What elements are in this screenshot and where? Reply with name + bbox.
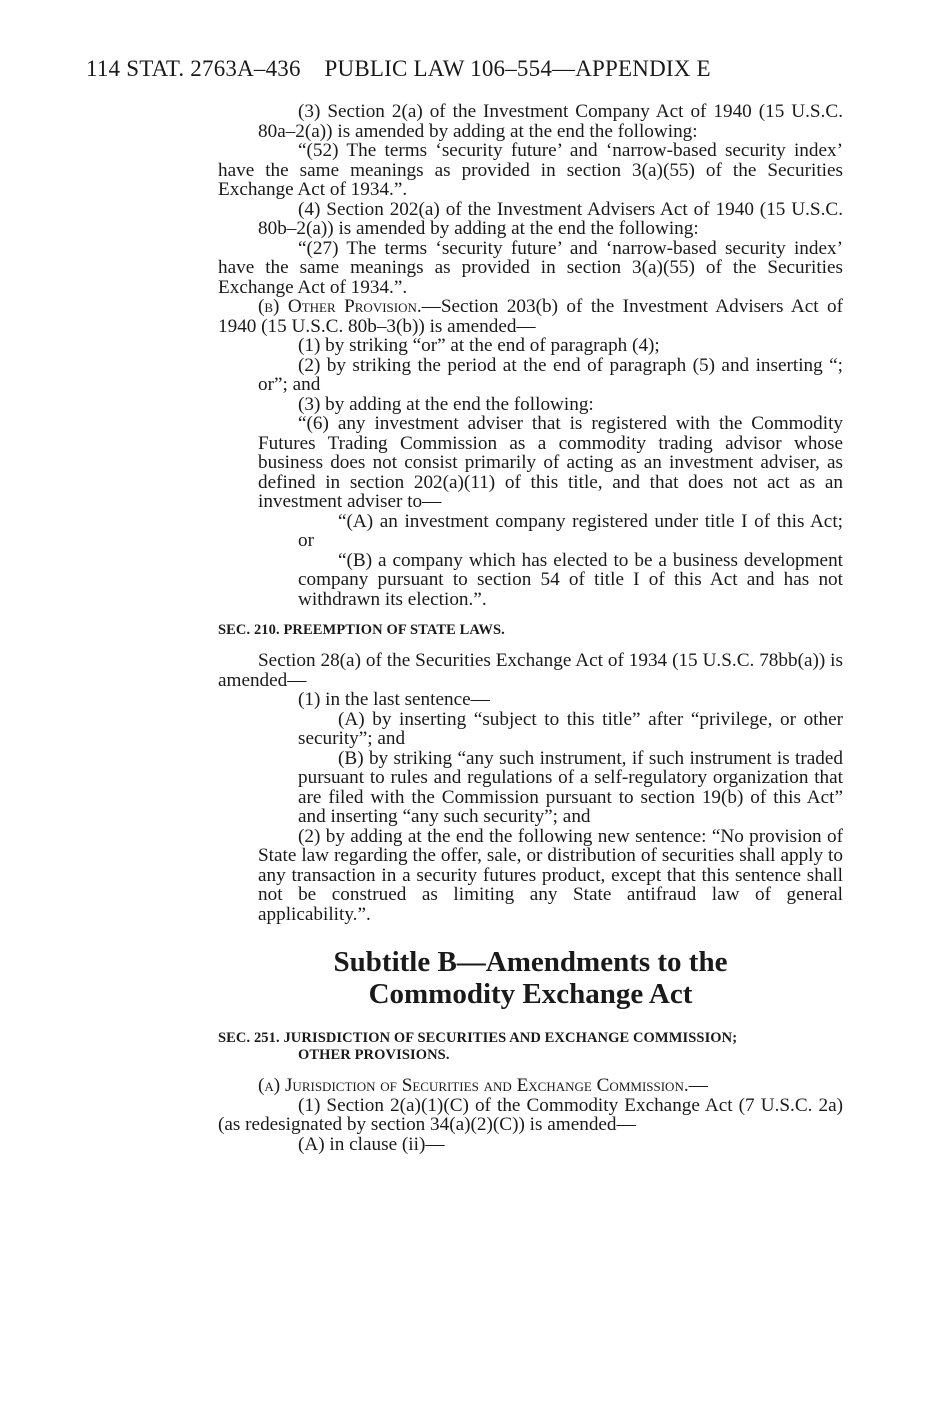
subsection-b-text: —Section 203(b) of the Investment Advisers Act of 1940 (15 U.S.C. 80b–3(b)) is amended— xyxy=(218,296,843,337)
section-251-subsection-a-label: (a) Jurisdiction of Securities and Exchange Commission. xyxy=(258,1075,689,1096)
subsection-b-clause-b: “(B) a company which has elected to be a business development company pursuant to section 54 of title I of this Act and has not withdrawn its election.”. xyxy=(298,549,843,610)
subsection-b xyxy=(218,297,843,336)
subtitle-heading xyxy=(218,946,843,1010)
section-251-paragraph-1: (1) Section 2(a)(1)(C) of the Commodity Exchange Act (7 U.S.C. 2a) (as redesignated by section 34(a)(2)(C)) is amended— xyxy=(218,1094,843,1135)
section-251-subsection-a xyxy=(218,1076,843,1096)
subsection-b-clause-a: “(A) an investment company registered under title I of this Act; or xyxy=(298,510,843,551)
section-210-clause-b: (B) by striking “any such instrument, if such instrument is traded pursuant to rules and regulations of a self-regulatory organization that are filed with the Commission pursuant to section 19(b) of this Act” and inserting “any such security”; and xyxy=(298,747,843,827)
subsection-b-item-1: (1) by striking “or” at the end of paragraph (4); xyxy=(298,335,660,356)
section-251-subsection-a-dash: — xyxy=(688,1075,708,1096)
section-210-heading: SEC. 210. PREEMPTION OF STATE LAWS. xyxy=(218,622,505,638)
section-210-intro: Section 28(a) of the Securities Exchange Act of 1934 (15 U.S.C. 78bb(a)) is amended— xyxy=(218,650,843,691)
page-body xyxy=(218,102,843,1154)
page-header xyxy=(86,56,711,82)
section-251-heading-line-2: OTHER PROVISIONS. xyxy=(298,1047,450,1063)
section-210-clause-a: (A) by inserting “subject to this title” after “privilege, or other security”; and xyxy=(298,708,843,749)
subsection-b-label: (b) Other Provision. xyxy=(258,296,422,317)
section-251-clause-a: (A) in clause (ii)— xyxy=(298,1133,445,1155)
section-210-item-2: (2) by adding at the end the following new sentence: “No provision of State law regarding the offer, sale, or distribution of securities shall apply to any transaction in a security futures product, except that this sentence shall not be construed as limiting any State antifraud law of general applicability.”. xyxy=(258,825,843,925)
subtitle-line-1: Subtitle B—Amendments to the xyxy=(333,946,728,978)
subtitle-line-2: Commodity Exchange Act xyxy=(368,978,693,1010)
paragraph-4-quote: “(27) The terms ‘security future’ and ‘narrow-based security index’ have the same meanings as provided in section 3(a)(55) of the Securities Exchange Act of 1934.”. xyxy=(218,237,843,298)
paragraph-3: (3) Section 2(a) of the Investment Company Act of 1940 (15 U.S.C. 80a–2(a)) is amended by adding at the end the following: xyxy=(258,101,843,142)
stat-citation: 114 STAT. 2763A–436 xyxy=(86,56,301,81)
section-251-heading xyxy=(218,1030,843,1064)
subsection-b-paragraph-6: “(6) any investment adviser that is registered with the Commodity Futures Trading Commission as a commodity trading advisor whose business does not consist primarily of acting as an investment adviser, as defined in section 202(a)(11) of this title, and that does not act as an investment adviser to— xyxy=(258,413,843,512)
section-251-heading-line-1: SEC. 251. JURISDICTION OF SECURITIES AND EXCHANGE COMMISSION; xyxy=(218,1030,738,1046)
paragraph-3-quote: “(52) The terms ‘security future’ and ‘narrow-based security index’ have the same meanings as provided in section 3(a)(55) of the Securities Exchange Act of 1934.”. xyxy=(218,140,843,200)
law-title: PUBLIC LAW 106–554—APPENDIX E xyxy=(324,56,711,81)
paragraph-4: (4) Section 202(a) of the Investment Advisers Act of 1940 (15 U.S.C. 80b–2(a)) is amended by adding at the end the following: xyxy=(258,198,843,239)
subsection-b-item-3: (3) by adding at the end the following: xyxy=(298,393,594,415)
subsection-b-item-2: (2) by striking the period at the end of paragraph (5) and inserting “; or”; and xyxy=(258,354,843,395)
section-210-item-1: (1) in the last sentence— xyxy=(298,689,490,710)
